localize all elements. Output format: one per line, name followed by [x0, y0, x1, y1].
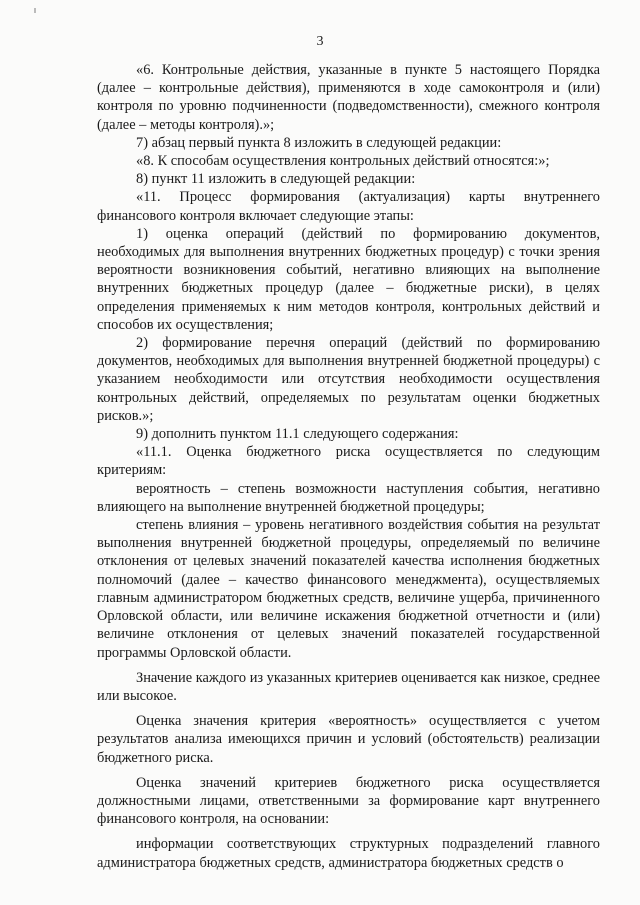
paragraph-criterion-impact: степень влияния – уровень негативного воздействия события на результат выполнения внутренней бюджетной процедуры, определяемый по величине отклонения от целевых значений показателей качества исполнения бюджетных полномочий (далее – качество финансового менеджмента), осуществляемых главным администратором бюджетных средств, величине ущерба, причиненного Орловской области, или величине искажения бюджетной отчетности и (или) величине отклонения от целевых значений показателей государственной программы Орловской области. — [97, 517, 600, 661]
paragraph-criterion-probability: вероятность – степень возможности наступления события, негативно влияющего на выполнение внутренней бюджетной процедуры; — [97, 480, 600, 515]
document-body — [97, 61, 600, 872]
paragraph-information-sources: информации соответствующих структурных подразделений главного администратора бюджетных средств, администратора бюджетных средств о — [97, 836, 600, 871]
scan-mark — [34, 8, 36, 13]
paragraph-clause-6: «6. Контрольные действия, указанные в пункте 5 настоящего Порядка (далее – контрольные действия), применяются в ходе самоконтроля и (или) контроля по уровню подчиненности (подведомственности), смежного контроля (далее – методы контроля).»; — [97, 62, 600, 133]
paragraph-item-7: 7) абзац первый пункта 8 изложить в следующей редакции: — [136, 134, 502, 151]
paragraph-probability-assessment: Оценка значения критерия «вероятность» осуществляется с учетом результатов анализа имеющихся причин и условий (обстоятельств) реализации бюджетного риска. — [97, 713, 600, 766]
paragraph-item-8: 8) пункт 11 изложить в следующей редакции: — [136, 171, 416, 188]
paragraph-criteria-values: Значение каждого из указанных критериев оценивается как низкое, среднее или высокое. — [97, 669, 600, 704]
paragraph-risk-assessment: Оценка значений критериев бюджетного риска осуществляется должностными лицами, ответственными за формирование карт внутреннего финансового контроля, на основании: — [97, 774, 600, 828]
paragraph-clause-11-1: «11.1. Оценка бюджетного риска осуществляется по следующим критериям: — [97, 444, 600, 479]
paragraph-item-9: 9) дополнить пунктом 11.1 следующего содержания: — [136, 426, 459, 443]
paragraph-stage-2: 2) формирование перечня операций (действий по формированию документов, необходимых для выполнения внутренней бюджетной процедуры) с указанием необходимости или отсутствия необходимости осуществления контрольных действий, определяемых по результатам оценки бюджетных рисков.»; — [97, 335, 600, 424]
paragraph-clause-11: «11. Процесс формирования (актуализация) карты внутреннего финансового контроля включает следующие этапы: — [97, 189, 600, 224]
paragraph-clause-8: «8. К способам осуществления контрольных действий относятся:»; — [136, 153, 550, 170]
paragraph-stage-1: 1) оценка операций (действий по формированию документов, необходимых для выполнения внутренних бюджетных процедур) с точки зрения вероятности возникновения событий, негативно влияющих на выполнение внутренних бюджетных процедур (далее – бюджетные риски), в целях определения применяемых к ним методов контроля, контрольных действий и способов их осуществления; — [97, 225, 600, 333]
page-number: 3 — [316, 34, 324, 49]
